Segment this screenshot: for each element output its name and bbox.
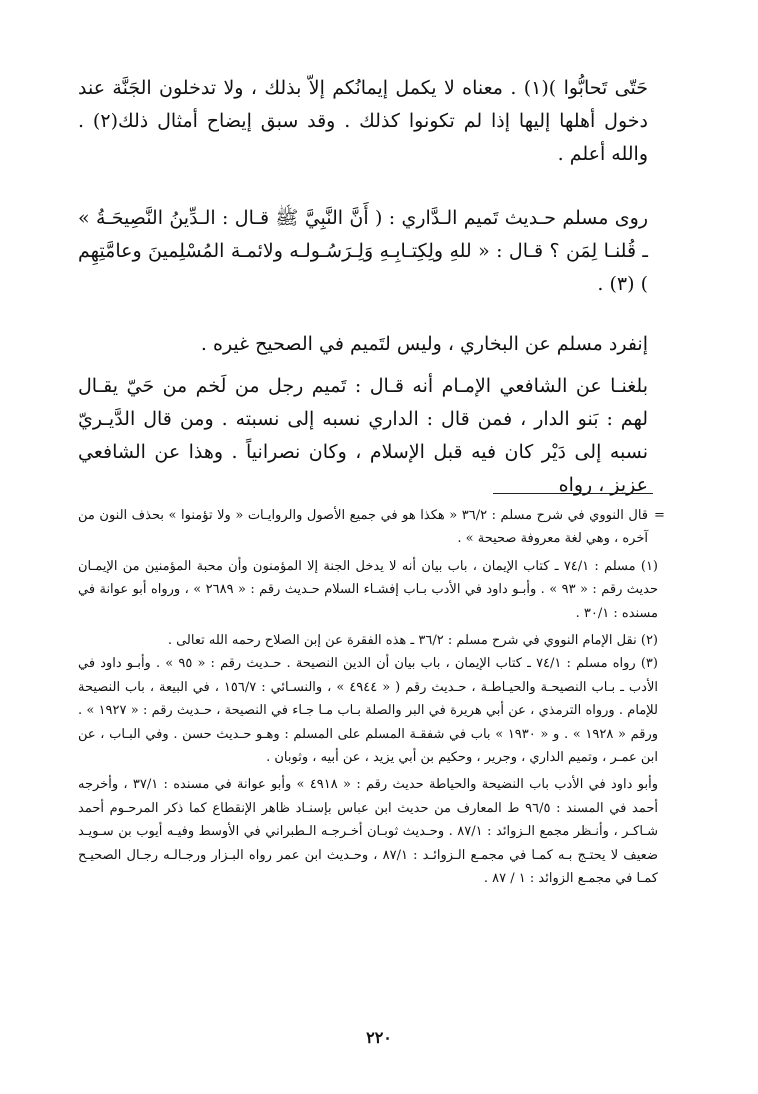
body-paragraph-1: حَتّى تَحابُّوا )(١) . معناه لا يكمل إيمانُكم إلاّ بذلك ، ولا تدخلون الجَنَّة عند دخول أهلها إليها إذا لم تكونوا كذلك . وقد سبق إيضاح أمثال ذلك(٢) . والله أعلم . (78, 77, 648, 165)
footnote-3-continuation: وأبو داود في الأدب باب النضيحة والحياطة حديث رقم : « ٤٩١٨ » وأبو عوانة في مسنده : ٣٧/١ ، وأخرجه أحمد في المسند : ٩٦/٥ ط المعارف من حديث ابن عباس بإسنـاد ظاهر الإنقطاع كما ذكر المرحـوم أحمد شـاكـر ، وأنـظر مجمع الـزوائد : ٨٧/١ . وحـديث ثوبـان أخـرجـه الـطبراني في الأوسط وفيـه أيوب بن سـويـد ضعيف لا يحتـج بـه كمـا في مجمـع الـزوائـد : ٨٧/١ ، وحـديث ابن عمر رواه البـزار ورجـالـه رجـال الصحيـح كمـا في مجمـع الزوائد : ١ / ٨٧ . (78, 777, 659, 887)
footnote-3: (٣) رواه مسلم : ٧٤/١ ـ كتاب الإيمان ، باب بيان أن الدين النصيحة . حـديث رقم : « ٩٥ » . وأبـو داود في الأدب ـ بـاب النصيحـة والحيـاطـة ، حـديث رقم ( « ٤٩٤٤ » ، والنسـائي : ١٥٦/٧ ، في البيعة ، باب النصيحة للإمام . ورواه الترمذي ، عن أبي هريرة في البر والصلة بـاب مـا جـاء في النصيحة ، حـديث رقم : « ١٩٢٧ » . ورقم « ١٩٢٨ » . و « ١٩٣٠ » باب في شفقـة المسلم على المسلم : وهـو حـديث حسن . وفي البـاب ، عن ابن عمـر ، وتميم الداري ، وجرير ، وحكيم بن أبي يزيد ، عن أبيه ، وثوبان . (78, 656, 659, 766)
footnote-continuation: قال النووي في شرح مسلم : ٣٦/٢ « هكذا هو في جميع الأصول والروايـات « ولا تؤمنوا » بحذف النون من آخره ، وهي لغة معروفة صحيحة » . (78, 508, 648, 547)
footnotes-section (78, 504, 658, 891)
footnote-continuation-marker: = (654, 508, 665, 523)
footnote-2: (٢) نقل الإمام النووي في شرح مسلم : ٣٦/٢ ـ هذه الفقرة عن إبن الصلاح رحمه الله تعالى . (167, 633, 658, 649)
body-paragraph-3: إنفرد مسلم عن البخاري ، وليس لتَميم في الصحيح غيره . (200, 333, 648, 355)
footnote-1: (١) مسلم : ٧٤/١ ـ كتاب الإيمان ، باب بيان أنه لا يدخل الجنة إلا المؤمنون وأن محبة المؤمنين من الإيمـان حديث رقم : « ٩٣ » . وأبـو داود في الأدب بـاب إفشـاء السلام حـديث رقم : « ٢٦٨٩ » ، ورواه أبو عوانة في مسنده : ٣٠/١ . (78, 558, 659, 621)
body-paragraph-4: بلغنـا عن الشافعي الإمـام أنه قـال : تَميم رجل من لَخم من حَيّ يقـال لهم : بَنو الدار ، فمن قال : الداري نسبه إلى نسبته . ومن قال الدَّيـريّ نسبه إلى دَيْر كان فيه قبل الإسلام ، وكان نصرانياً . وهذا عن الشافعي عزيز ، رواه (78, 375, 648, 496)
page-number: ٢٢٠ (366, 1028, 392, 1047)
body-paragraph-2: روى مسلم حـديث تَميم الـدَّاري : ( أَنَّ النَّبِيَّ ﷺ قـال : الـدِّينُ النَّصِيحَـةُ » ـ قُلنـا لِمَن ؟ قـال : « للهِ ولِكِتـابِـهِ وَلِـرَسُـولـه ولائمـة المُسْلِمينَ وعامَّتِهِم ) (٣) . (78, 207, 648, 295)
footnote-divider (493, 493, 653, 494)
